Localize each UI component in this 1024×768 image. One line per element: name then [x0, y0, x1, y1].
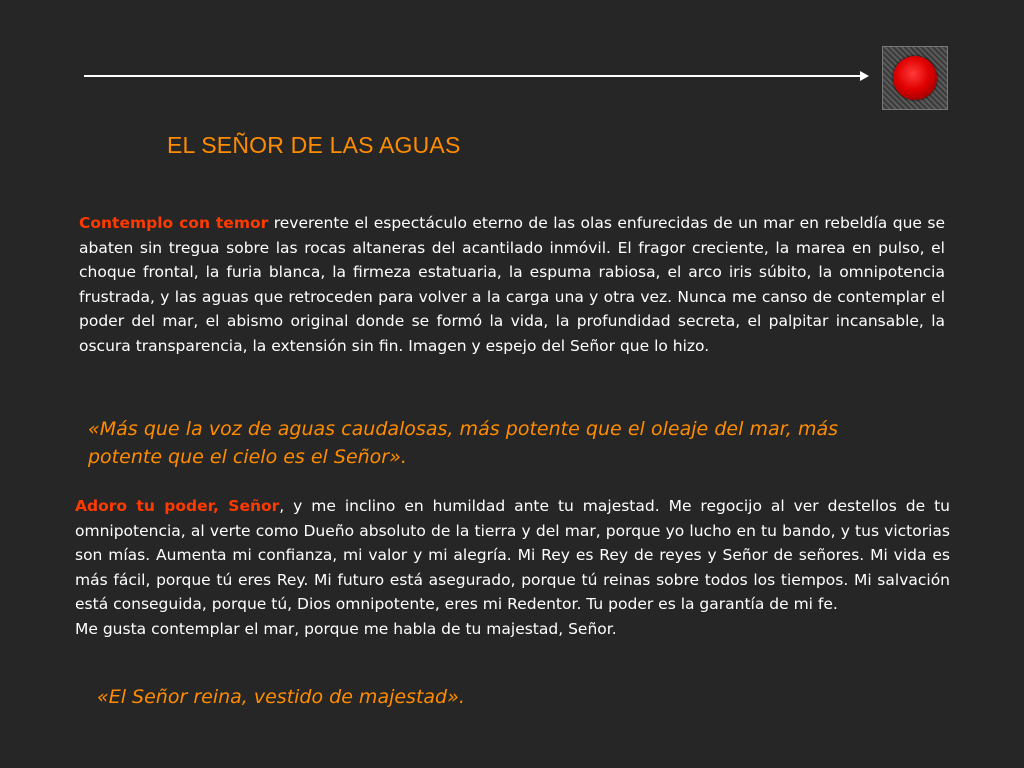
red-circle-button-icon [893, 56, 937, 100]
paragraph-1 [79, 211, 945, 358]
arrow-line [84, 75, 864, 77]
quote-1: «Más que la voz de aguas caudalosas, más potente que el oleaje del mar, más potente que el cielo es el Señor». [88, 418, 838, 468]
paragraph-2-last-line: Me gusta contemplar el mar, porque me habla de tu majestad, Señor. [75, 619, 617, 638]
arrow-head-icon [860, 71, 869, 81]
paragraph-1-lead: Contemplo con temor [79, 214, 269, 232]
paragraph-1-text: reverente el espectáculo eterno de las olas enfurecidas de un mar en rebeldía que se abaten sin tregua sobre las rocas altaneras del acantilado inmóvil. El fragor creciente, la marea en pulso, el choque frontal, la furia blanca, la firmeza estatuaria, la espuma rabiosa, el arco iris súbito, la omnipotencia frustrada, y las aguas que retroceden para volver a la carga una y otra vez. Nunca me canso de contemplar el poder del mar, el abismo original donde se formó la vida, la profundidad secreta, el palpitar incansable, la oscura transparencia, la extensión sin fin. Imagen y espejo del Señor que lo hizo. [79, 214, 945, 355]
paragraph-2 [75, 494, 950, 641]
paragraph-2-lead: Adoro tu poder, Señor [75, 497, 280, 515]
next-slide-button[interactable] [882, 46, 948, 110]
paragraph-2-text: , y me inclino en humildad ante tu majestad. Me regocijo al ver destellos de tu omnipotencia, al verte como Dueño absoluto de la tierra y del mar, porque yo lucho en tu bando, y tus victorias son mías. Aumenta mi confianza, mi valor y mi alegría. Mi Rey es Rey de reyes y Señor de señores. Mi vida es más fácil, porque tú eres Rey. Mi futuro está asegurado, porque tú reinas sobre todos los tiempos. Mi salvación está conseguida, porque tú, Dios omnipotente, eres mi Redentor. Tu poder es la garantía de mi fe. [75, 497, 950, 613]
page-title: EL SEÑOR DE LAS AGUAS [167, 132, 461, 158]
quote-2: «El Señor reina, vestido de majestad». [97, 686, 465, 708]
